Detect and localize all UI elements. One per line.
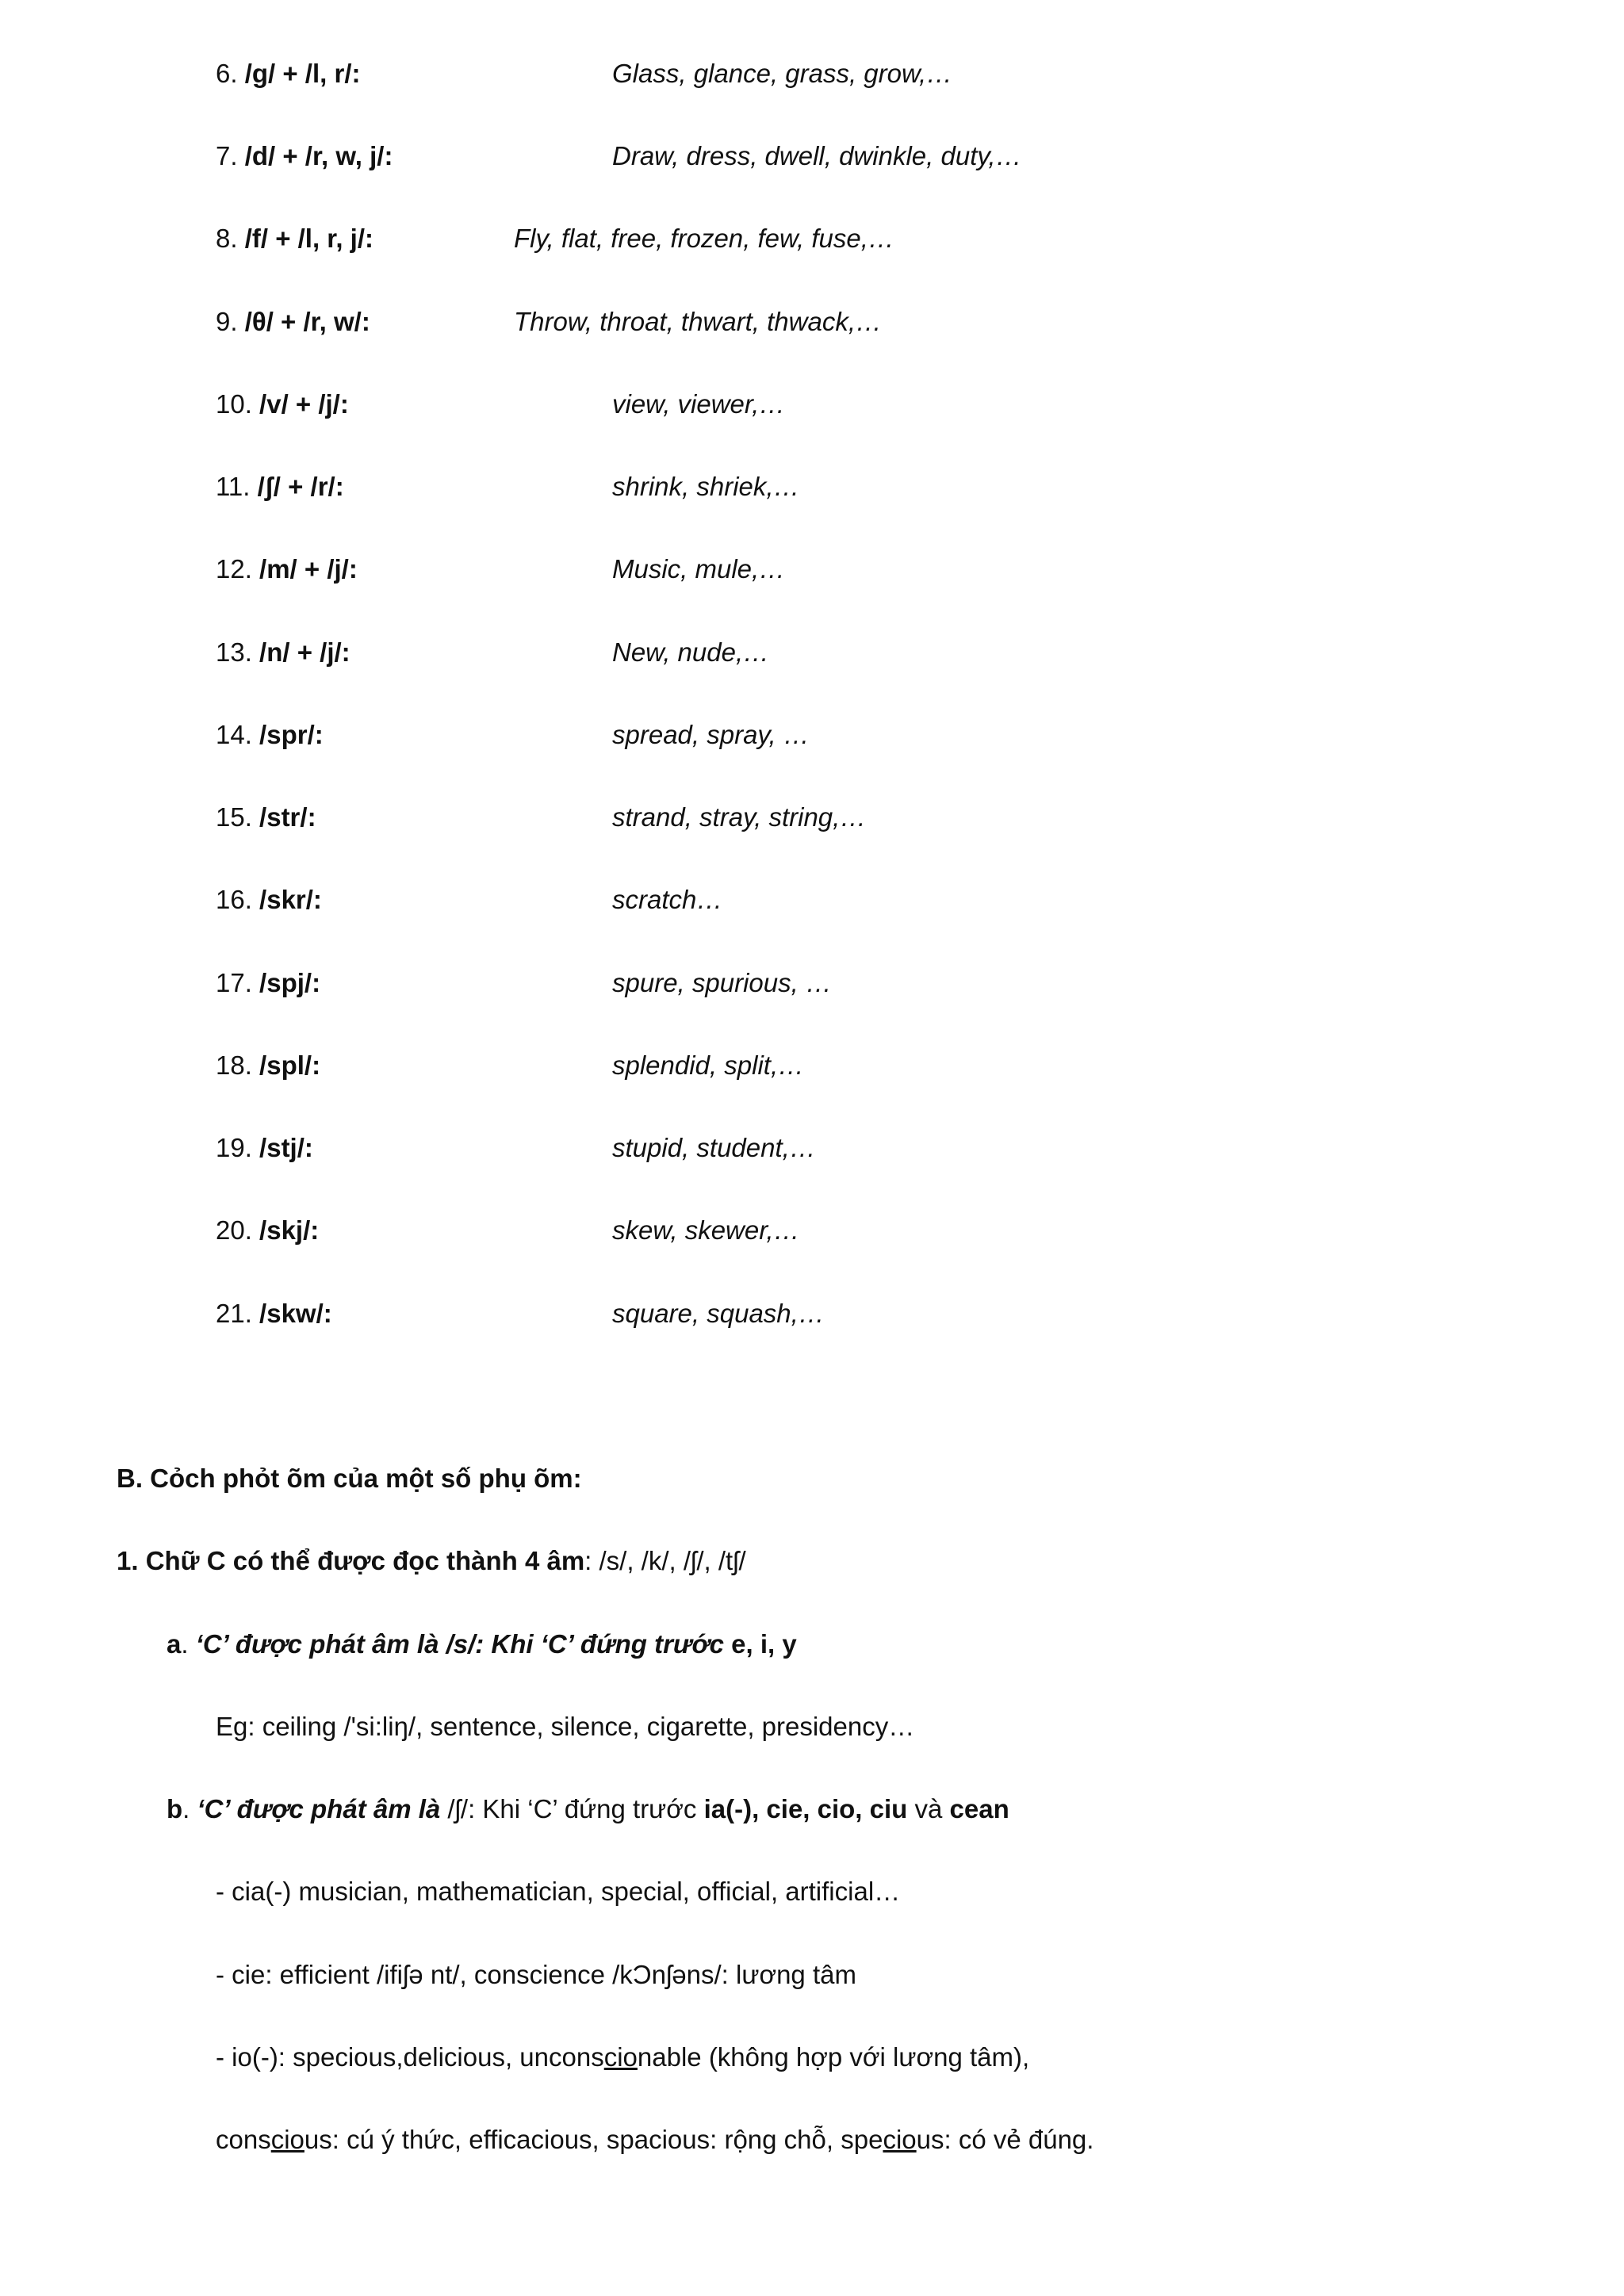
list-item: 11. /ʃ/ + /r/: bbox=[216, 472, 344, 501]
list-item-examples: Draw, dress, dwell, dwinkle, duty,… bbox=[612, 141, 1022, 170]
list-item-examples: splendid, split,… bbox=[612, 1050, 805, 1080]
list-item-examples: spure, spurious, … bbox=[612, 968, 832, 997]
list-item: 20. /skj/: bbox=[216, 1215, 320, 1245]
subrule-a-title: a. ‘C’ được phát âm là /s/: Khi ‘C’ đứng trước e, i, y bbox=[167, 1629, 797, 1659]
list-item: 18. /spl/: bbox=[216, 1050, 321, 1080]
list-item: 19. /stj/: bbox=[216, 1133, 313, 1162]
list-item: 17. /spj/: bbox=[216, 968, 321, 997]
rule-title: 1. Chữ C có thể được đọc thành 4 âm: /s/, /k/, /ʃ/, /tʃ/ bbox=[117, 1546, 746, 1575]
list-item: 6. /g/ + /l, r/: bbox=[216, 59, 361, 88]
list-item-examples: view, viewer,… bbox=[612, 389, 786, 419]
list-item: 15. /str/: bbox=[216, 802, 316, 832]
list-item-examples: stupid, student,… bbox=[612, 1133, 816, 1162]
list-item-examples: skew, skewer,… bbox=[612, 1215, 800, 1245]
subrule-b-cie: - cie: efficient /ifiʃə nt/, conscience /kƆnʃəns/: lương tâm bbox=[216, 1960, 856, 1989]
section-heading: B. Cỏch phỏt õm của một số phụ õm: bbox=[117, 1464, 582, 1493]
list-item: 7. /d/ + /r, w, j/: bbox=[216, 141, 393, 170]
subrule-b-cia: - cia(-) musician, mathematician, special, official, artificial… bbox=[216, 1877, 901, 1906]
list-item-examples: square, squash,… bbox=[612, 1299, 825, 1328]
subrule-b-title: b. ‘C’ được phát âm là /ʃ/: Khi ‘C’ đứng trước ia(-), cie, cio, ciu và cean bbox=[167, 1794, 1009, 1823]
list-item: 13. /n/ + /j/: bbox=[216, 637, 350, 667]
list-item: 10. /v/ + /j/: bbox=[216, 389, 349, 419]
subrule-a-example: Eg: ceiling /'si:liŋ/, sentence, silence, cigarette, presidency… bbox=[216, 1712, 915, 1741]
subrule-b-io: - io(-): specious,delicious, unconscionable (không hợp với lương tâm), bbox=[216, 2042, 1030, 2072]
subrule-b-io-continued: conscious: cú ý thức, efficacious, spacious: rộng chỗ, specious: có vẻ đúng. bbox=[216, 2125, 1094, 2154]
list-item: 8. /f/ + /l, r, j/: bbox=[216, 224, 373, 253]
list-item: 21. /skw/: bbox=[216, 1299, 332, 1328]
list-item: 12. /m/ + /j/: bbox=[216, 554, 358, 584]
list-item-examples: strand, stray, string,… bbox=[612, 802, 867, 832]
list-item: 16. /skr/: bbox=[216, 885, 322, 914]
list-item-examples: Fly, flat, free, frozen, few, fuse,… bbox=[514, 224, 894, 253]
list-item: 14. /spr/: bbox=[216, 720, 324, 749]
list-item-examples: Throw, throat, thwart, thwack,… bbox=[514, 307, 882, 336]
list-item-examples: scratch… bbox=[612, 885, 723, 914]
list-item-examples: Glass, glance, grass, grow,… bbox=[612, 59, 953, 88]
list-item-examples: New, nude,… bbox=[612, 637, 770, 667]
list-item-examples: shrink, shriek,… bbox=[612, 472, 800, 501]
list-item-examples: spread, spray, … bbox=[612, 720, 810, 749]
list-item: 9. /θ/ + /r, w/: bbox=[216, 307, 370, 336]
list-item-examples: Music, mule,… bbox=[612, 554, 786, 584]
